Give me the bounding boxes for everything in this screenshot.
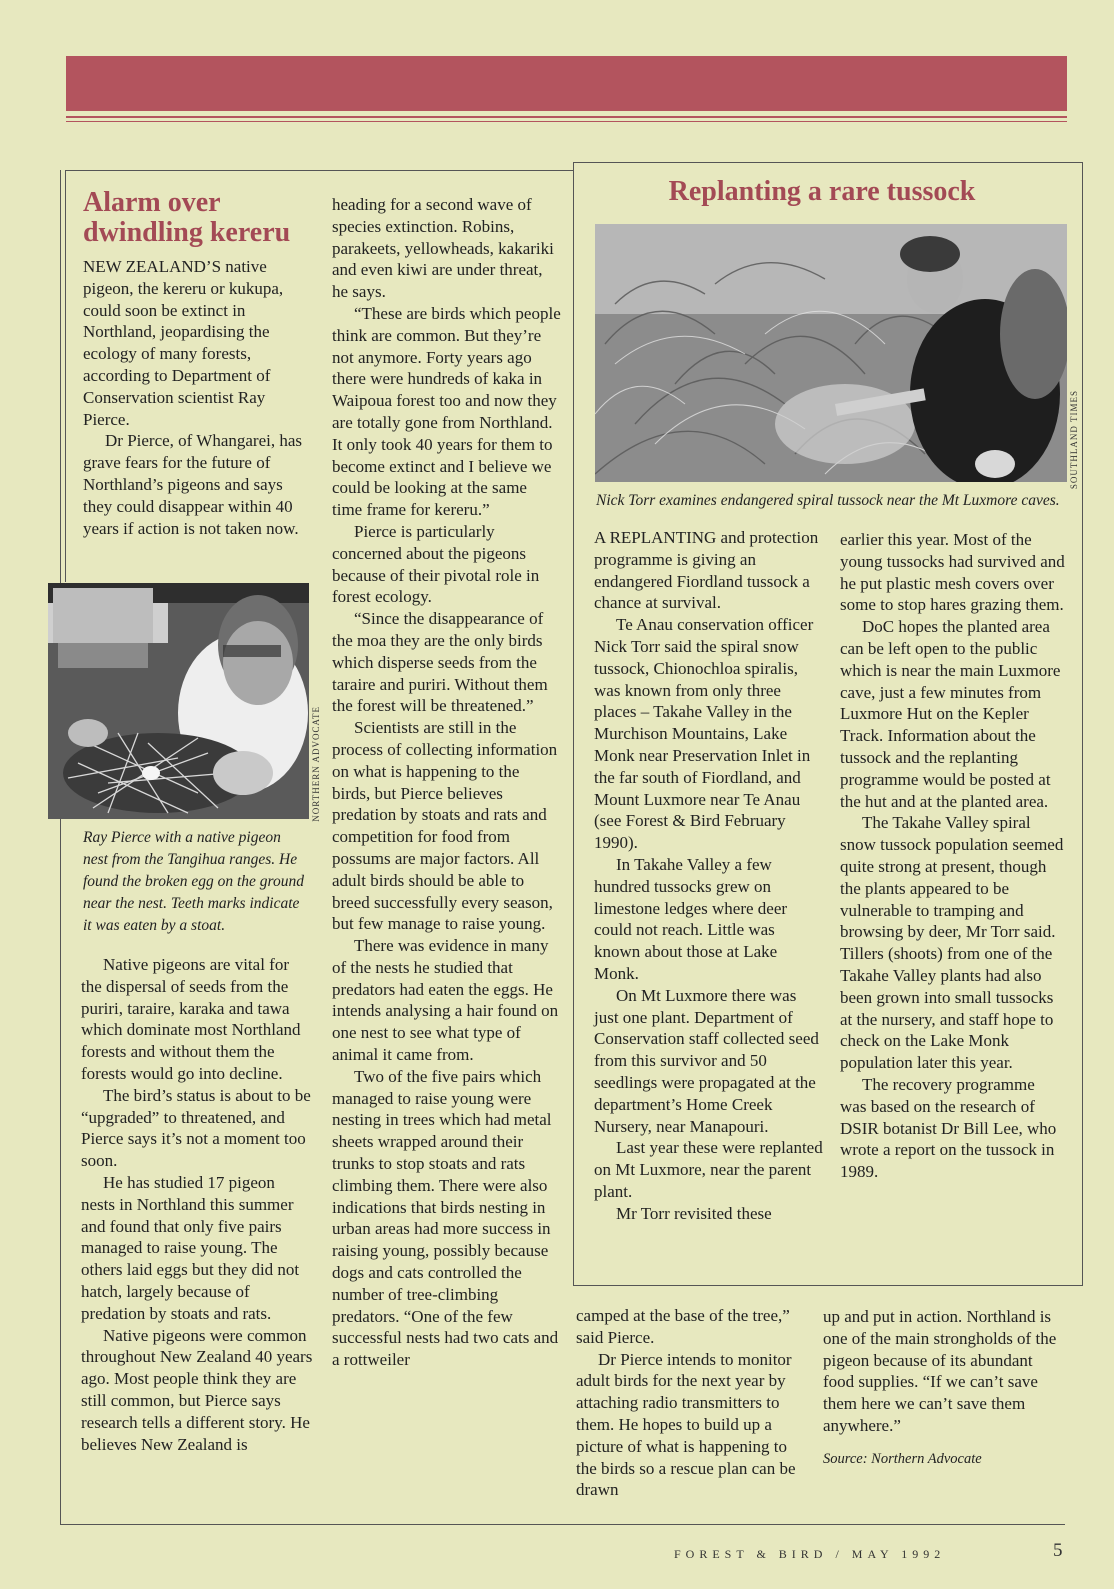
ray-pierce-caption: Ray Pierce with a native pigeon nest from the Tangihua ranges. He found the broken egg on the ground near the nest. Teeth marks indicate it was eaten by a stoat. (83, 829, 304, 934)
kereru-paragraph: Two of the five pairs which managed to raise young were nesting in trees which had metal sheets wrapped around their trunks to stop stoats and rats climbing them. There were also indications that birds nesting in urban areas had more success in raising young, possibly because dogs and cats controlled the number of tree-climbing predators. “One of the few successful nests had two cats and a rottweiler (332, 1066, 559, 1370)
kereru-paragraph: Dr Pierce intends to monitor adult birds for the next year by attaching radio transmitters to them. He hopes to build up a picture of what is happening to the birds so a rescue plan can be drawn (576, 1349, 796, 1500)
kereru-paragraph: Dr Pierce, of Whangarei, has grave fears for the future of Northland’s pigeons and says they could disappear within 40 years if action is not taken now. (83, 431, 302, 538)
header-rule-thin (66, 121, 1067, 122)
header-rule (66, 116, 1067, 118)
tussock-paragraph: A REPLANTING and protection programme is giving an endangered Fiordland tussock a chance at survival. (594, 528, 819, 613)
tussock-column-1 (594, 527, 824, 1225)
kereru-paragraph: NEW ZEALAND’S native pigeon, the kereru or kukupa, could soon be extinct in Northland, jeopardising the ecology of many forests, according to Department of Conservation scientist Ray Pierce. (83, 257, 284, 429)
kereru-column-1b (81, 954, 313, 1455)
nick-torr-caption: Nick Torr examines endangered spiral tussock near the Mt Luxmore caves. (596, 492, 1060, 509)
ray-pierce-photo (48, 583, 309, 819)
photo-credit: NORTHERN ADVOCATE (311, 706, 321, 822)
tussock-paragraph: Last year these were replanted on Mt Luxmore, near the parent plant. (594, 1138, 823, 1201)
kereru-paragraph: The bird’s status is about to be “upgraded” to threatened, and Pierce says it’s not a moment too soon. (81, 1085, 311, 1171)
kereru-paragraph: up and put in action. Northland is one of the main strongholds of the pigeon because of its abundant food supplies. “If we can’t save them here we can’t save them anywhere.” (823, 1307, 1057, 1435)
kereru-paragraph: camped at the base of the tree,” said Pierce. (576, 1306, 790, 1347)
tussock-paragraph: earlier this year. Most of the young tussocks had survived and he put plastic mesh covers over some to stop hares grazing them. (840, 530, 1065, 615)
tussock-paragraph-text: Te Anau conservation officer Nick Torr said the spiral snow tussock, Chionochloa spiralis, was known from only three places – Takahe Valley in the Murchison Mountains, Lake Monk near Preservation Inlet in the far south of Fiordland, and Mount Luxmore near Te Anau (see Forest & Bird February 1990). (594, 615, 814, 853)
header-band (66, 56, 1067, 111)
kereru-column-2 (332, 194, 561, 1371)
source-credit: Source: Northern Advocate (823, 1450, 982, 1467)
photo-credit: SOUTHLAND TIMES (1069, 390, 1079, 490)
kereru-paragraph: Native pigeons were common throughout New Zealand 40 years ago. Most people think they are still common, but Pierce says research tells a different story. He believes New Zealand is (81, 1325, 313, 1454)
kereru-column-3 (576, 1305, 806, 1501)
kereru-paragraph: He has studied 17 pigeon nests in Northland this summer and found that only five pairs managed to raise young. The others laid eggs but they did not hatch, largely because of predation by stoats and rats. (81, 1172, 300, 1323)
magazine-footer: FOREST & BIRD / MAY 1992 (674, 1547, 946, 1561)
tussock-paragraph: Mr Torr revisited these (616, 1203, 772, 1223)
tussock-paragraph: DoC hopes the planted area can be left open to the public which is near the main Luxmore cave, just a few minutes from Luxmore Hut on the Kepler Track. Information about the tussock and the replanting programme would be posted at the hut and at the planted area. (840, 617, 1061, 811)
kereru-frame-left (65, 170, 66, 582)
kereru-frame-top-left (65, 170, 573, 171)
kereru-paragraph: heading for a second wave of species extinction. Robins, parakeets, yellowheads, kakariki and even kiwi are under threat, he says. (332, 195, 554, 302)
page-number: 5 (1053, 1540, 1063, 1561)
kereru-paragraph: “These are birds which people think are common. But they’re not anymore. Forty years ago there were hundreds of kaka in Waipoua forest too and now they are totally gone from Northland. It only took 40 years for them to become extinct and I believe we could be looking at the same time frame for kereru.” (332, 303, 561, 520)
kereru-paragraph: Native pigeons are vital for the dispersal of seeds from the puriri, taraire, karaka and tawa which dominate most Northland forests and without them the forests would go into decline. (81, 955, 301, 1083)
kereru-column-4 (823, 1306, 1058, 1471)
tussock-paragraph: In Takahe Valley a few hundred tussocks grew on limestone ledges where deer could not reach. Little was known about those at Lake Monk. (594, 854, 788, 983)
kereru-paragraph: Scientists are still in the process of collecting information on what is happening to the birds, but Pierce believes predation by stoats and rats and competition for food from possums are major factors. All adult birds should be able to breed successfully every season, but few manage to raise young. (332, 718, 558, 934)
tussock-paragraph: On Mt Luxmore there was just one plant. Department of Conservation staff collected seed from this survivor and 50 seedlings were propagated at the department’s Home Creek Nursery, near Manapouri. (594, 985, 819, 1136)
kereru-paragraph: “Since the disappearance of the moa they are the only birds which disperse seeds from the taraire and puriri. Without them the forest will be threatened.” (332, 609, 548, 716)
nick-torr-photo (595, 224, 1067, 482)
tussock-paragraph: The recovery programme was based on the research of DSIR botanist Dr Bill Lee, who wrote a report on the tussock in 1989. (840, 1074, 1057, 1182)
tussock-paragraph: The Takahe Valley spiral snow tussock population seemed quite strong at present, though the plants appeared to be vulnerable to tramping and browsing by deer, Mr Torr said. Tillers (shoots) from one of the Takahe Valley plants had also been grown into small tussocks at the nursery, and staff hope to check on the Lake Monk population later this year. (840, 813, 1064, 1073)
kereru-paragraph: Pierce is particularly concerned about the pigeons because of their pivotal role in forest ecology. (332, 521, 540, 607)
kereru-headline: Alarm over dwindling kereru (83, 187, 291, 248)
tussock-headline: Replanting a rare tussock (668, 176, 976, 207)
tussock-column-2 (840, 529, 1065, 1183)
tussock-paragraph (594, 614, 824, 854)
kereru-column-1 (83, 188, 315, 539)
kereru-paragraph: There was evidence in many of the nests he studied that predators had eaten the eggs. He intends analysing a hair found on one nest to see what type of animal it came from. (332, 936, 559, 1065)
